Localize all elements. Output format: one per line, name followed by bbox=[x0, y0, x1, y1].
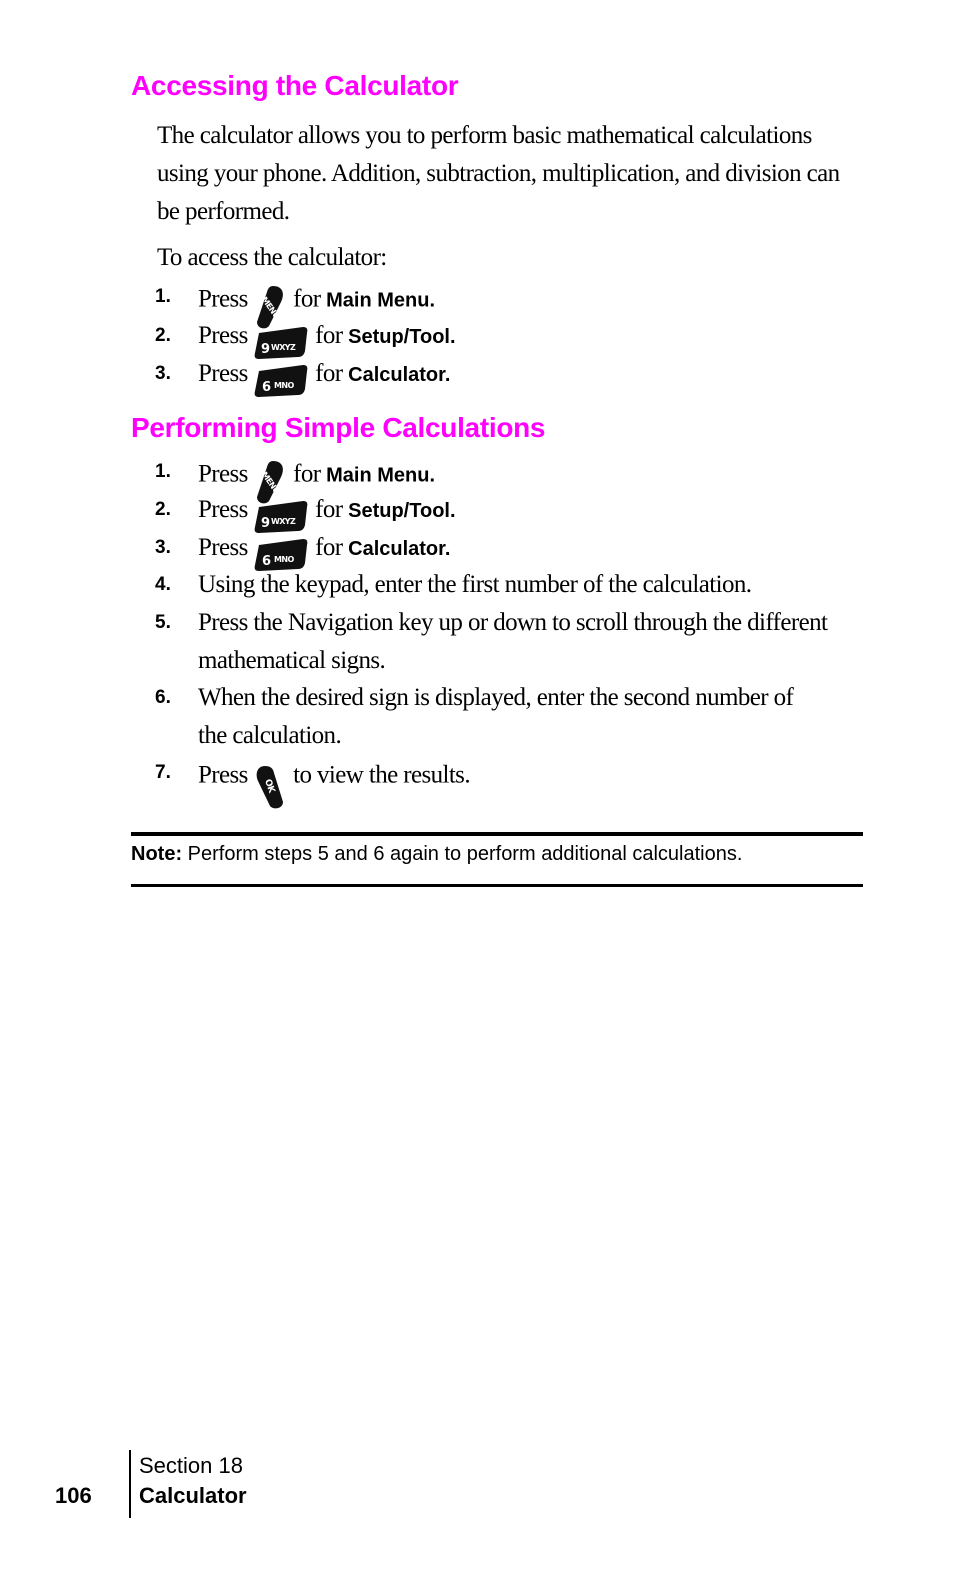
menu-key-label: MENU bbox=[260, 295, 282, 321]
for-word: for bbox=[293, 460, 321, 488]
footer-title: Calculator bbox=[139, 1483, 247, 1508]
access-step-2 bbox=[155, 317, 855, 358]
calc-step-4 bbox=[155, 566, 855, 604]
step-number: 2. bbox=[155, 499, 171, 520]
key-letters: MNO bbox=[274, 555, 295, 565]
step-number: 1. bbox=[155, 286, 171, 307]
key-digit: 6 bbox=[262, 554, 271, 570]
key-letters: WXYZ bbox=[271, 517, 296, 527]
target-setup-tool: Setup/Tool. bbox=[348, 326, 456, 348]
heading-performing-calculations: Performing Simple Calculations bbox=[131, 412, 546, 443]
step-text: to view the results. bbox=[293, 761, 470, 789]
calc-step-6 bbox=[155, 679, 855, 755]
step-text: Press the Navigation key up or down to scroll through the different mathematical signs. bbox=[198, 609, 828, 674]
press-word: Press bbox=[198, 460, 248, 488]
calc-step-7 bbox=[155, 754, 855, 795]
step-number: 3. bbox=[155, 363, 171, 384]
note-text: Perform steps 5 and 6 again to perform additional calculations. bbox=[187, 843, 743, 865]
key-letters: MNO bbox=[274, 381, 295, 391]
target-main-menu: Main Menu. bbox=[326, 464, 436, 487]
step-number: 7. bbox=[155, 762, 171, 783]
step-text: When the desired sign is displayed, enter the second number of the calculation. bbox=[198, 684, 794, 749]
step-text: Using the keypad, enter the first number of the calculation. bbox=[198, 571, 752, 598]
step-number: 3. bbox=[155, 537, 171, 558]
target-setup-tool: Setup/Tool. bbox=[348, 500, 456, 522]
footer-section: Section 18 bbox=[139, 1453, 243, 1478]
step-number: 5. bbox=[155, 612, 171, 633]
for-word: for bbox=[315, 322, 343, 349]
target-calculator: Calculator. bbox=[348, 538, 451, 560]
lead-paragraph: To access the calculator: bbox=[157, 244, 387, 271]
press-word: Press bbox=[198, 360, 248, 387]
step-number: 4. bbox=[155, 574, 171, 595]
note-bottom-rule bbox=[131, 884, 863, 887]
for-word: for bbox=[293, 285, 321, 313]
calc-step-3 bbox=[155, 529, 855, 570]
heading-accessing-calculator: Accessing the Calculator bbox=[131, 70, 459, 101]
press-word: Press bbox=[198, 322, 248, 349]
step-number: 2. bbox=[155, 325, 171, 346]
note-box bbox=[131, 839, 863, 869]
for-word: for bbox=[315, 534, 343, 561]
calc-step-5 bbox=[155, 604, 855, 680]
key-digit: 9 bbox=[261, 342, 270, 358]
target-calculator: Calculator. bbox=[348, 364, 451, 386]
key-6-mno-icon bbox=[253, 363, 309, 399]
press-word: Press bbox=[198, 496, 248, 523]
target-main-menu: Main Menu. bbox=[326, 289, 436, 312]
key-letters: WXYZ bbox=[271, 343, 296, 353]
ok-key-label: OK bbox=[262, 777, 277, 795]
calc-step-2 bbox=[155, 491, 855, 532]
step-number: 1. bbox=[155, 461, 171, 482]
access-step-1 bbox=[155, 278, 855, 321]
note-label: Note: bbox=[131, 843, 183, 865]
press-word: Press bbox=[198, 534, 248, 561]
for-word: for bbox=[315, 496, 343, 523]
calc-step-1 bbox=[155, 453, 855, 496]
step-number: 6. bbox=[155, 687, 171, 708]
ok-key-icon bbox=[253, 764, 287, 810]
key-digit: 6 bbox=[262, 380, 271, 396]
for-word: for bbox=[315, 360, 343, 387]
key-digit: 9 bbox=[261, 516, 270, 532]
footer-divider bbox=[129, 1450, 131, 1518]
access-step-3 bbox=[155, 355, 855, 396]
menu-key-label: MENU bbox=[260, 470, 282, 496]
press-word: Press bbox=[198, 761, 248, 789]
intro-paragraph: The calculator allows you to perform basic mathematical calculations using your phone. Addition, subtraction, multiplication, and division can be performed. bbox=[157, 122, 840, 225]
page-number: 106 bbox=[55, 1483, 92, 1508]
note-top-rule bbox=[131, 832, 863, 836]
press-word: Press bbox=[198, 285, 248, 313]
